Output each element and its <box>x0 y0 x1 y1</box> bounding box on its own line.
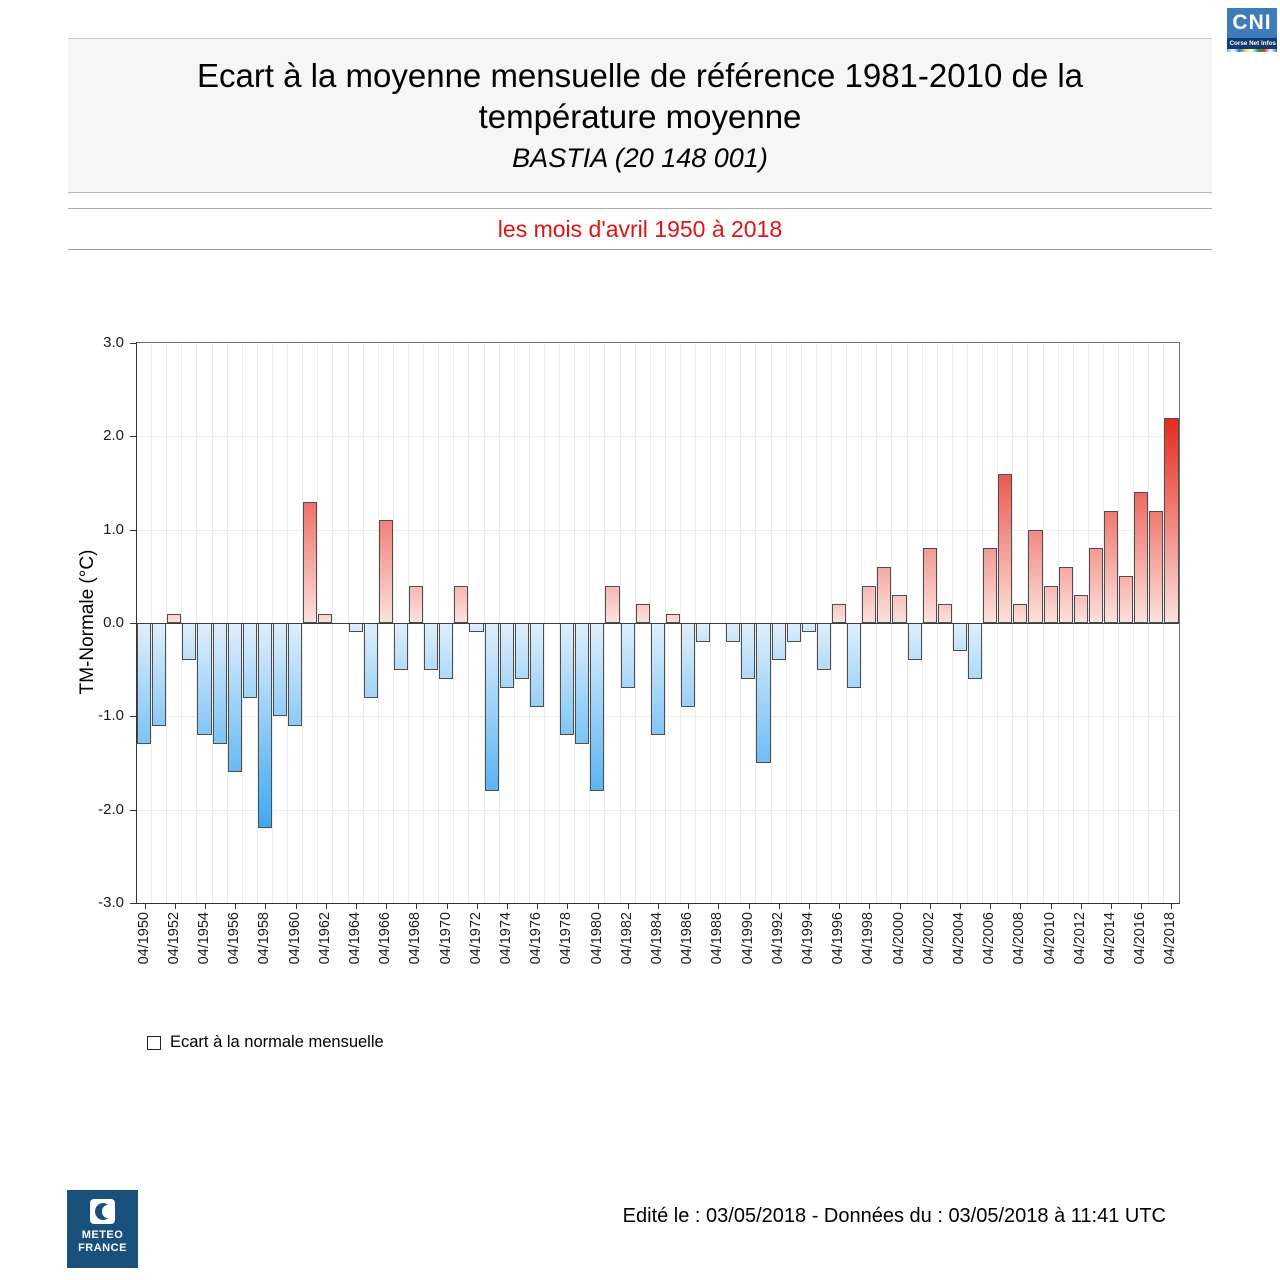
bar-2006 <box>983 548 997 623</box>
bar-2000 <box>892 595 906 623</box>
x-tick-04/2016 <box>1141 904 1142 909</box>
bar-2001 <box>908 623 922 660</box>
x-tick-04/1966 <box>386 904 387 909</box>
bar-1975 <box>515 623 529 679</box>
bar-2016 <box>1134 492 1148 623</box>
y-axis-title: TM-Normale (°C) <box>77 549 98 695</box>
bar-2013 <box>1089 548 1103 623</box>
bar-1962 <box>318 614 332 623</box>
bar-1951 <box>152 623 166 726</box>
bar-1969 <box>424 623 438 670</box>
x-tick-label-04/1982: 04/1982 <box>618 912 635 965</box>
x-tick-label-04/1972: 04/1972 <box>467 912 484 965</box>
chart-title: Ecart à la moyenne mensuelle de référence 1981-2010 de la température moyenne <box>196 57 1084 135</box>
x-tick-label-04/1954: 04/1954 <box>195 912 212 965</box>
y-tick-label--3.0: -3.0 <box>98 894 124 911</box>
bar-1998 <box>862 586 876 623</box>
y-tick-1.0 <box>130 530 136 531</box>
x-tick-04/2018 <box>1171 904 1172 909</box>
bar-2014 <box>1104 511 1118 623</box>
bar-1993 <box>787 623 801 642</box>
x-tick-label-04/1984: 04/1984 <box>649 912 665 965</box>
bar-1989 <box>726 623 740 642</box>
x-tick-04/1990 <box>749 904 750 909</box>
bar-1960 <box>288 623 302 726</box>
cni-logo-subtext: Corse Net Infos <box>1229 40 1277 47</box>
x-tick-label-04/1990: 04/1990 <box>739 912 756 965</box>
x-tick-label-04/2002: 04/2002 <box>920 912 937 965</box>
x-tick-label-04/1950: 04/1950 <box>135 912 152 965</box>
bar-1982 <box>621 623 635 688</box>
bar-2002 <box>923 548 937 623</box>
x-tick-label-04/1962: 04/1962 <box>316 912 333 965</box>
bar-1983 <box>636 604 650 623</box>
x-tick-04/1960 <box>296 904 297 909</box>
meteo-france-logo-line2: FRANCE <box>78 1242 127 1254</box>
x-tick-label-04/2006: 04/2006 <box>981 912 998 965</box>
bar-1992 <box>772 623 786 660</box>
x-tick-04/1978 <box>567 904 568 909</box>
bar-1957 <box>243 623 257 698</box>
x-tick-label-04/1976: 04/1976 <box>528 912 545 965</box>
x-tick-04/1980 <box>598 904 599 909</box>
x-tick-label-04/2018: 04/2018 <box>1162 912 1179 965</box>
y-tick-label-3.0: 3.0 <box>103 334 124 351</box>
bar-1967 <box>394 623 408 670</box>
x-tick-04/1974 <box>507 904 508 909</box>
bar-1973 <box>485 623 499 791</box>
bar-1984 <box>651 623 665 735</box>
x-tick-04/1984 <box>658 904 659 909</box>
bar-1961 <box>303 502 317 623</box>
bar-2003 <box>938 604 952 623</box>
bar-2017 <box>1149 511 1163 623</box>
bar-1978 <box>560 623 574 735</box>
x-tick-label-04/1988: 04/1988 <box>709 912 726 965</box>
x-tick-label-04/1986: 04/1986 <box>679 912 696 965</box>
x-tick-label-04/2016: 04/2016 <box>1132 912 1149 965</box>
edition-timestamp: Edité le : 03/05/2018 - Données du : 03/05/2018 à 11:41 UTC <box>622 1205 1166 1227</box>
bar-2005 <box>968 623 982 679</box>
x-tick-04/1968 <box>416 904 417 909</box>
x-tick-04/2000 <box>900 904 901 909</box>
bar-1974 <box>500 623 514 688</box>
bar-1981 <box>605 586 619 623</box>
bar-1986 <box>681 623 695 707</box>
x-tick-04/2008 <box>1020 904 1021 909</box>
bar-1997 <box>847 623 861 688</box>
x-tick-label-04/1970: 04/1970 <box>437 912 454 965</box>
period-banner-text: les mois d'avril 1950 à 2018 <box>497 216 783 242</box>
bar-1950 <box>137 623 151 744</box>
bar-1976 <box>530 623 544 707</box>
x-tick-label-04/1964: 04/1964 <box>346 912 363 965</box>
x-tick-label-04/1958: 04/1958 <box>256 912 273 965</box>
x-tick-label-04/1956: 04/1956 <box>226 912 243 965</box>
x-tick-label-04/1968: 04/1968 <box>407 912 424 965</box>
legend-label: Ecart à la normale mensuelle <box>170 1033 384 1051</box>
bar-1966 <box>379 520 393 623</box>
bar-1959 <box>273 623 287 716</box>
bar-1987 <box>696 623 710 642</box>
y-tick--3.0 <box>130 903 136 904</box>
bar-1971 <box>454 586 468 623</box>
x-tick-04/2004 <box>960 904 961 909</box>
bar-1953 <box>182 623 196 660</box>
y-tick-2.0 <box>130 436 136 437</box>
y-tick--2.0 <box>130 810 136 811</box>
legend <box>147 1033 384 1052</box>
x-tick-label-04/1996: 04/1996 <box>830 912 847 965</box>
x-tick-04/1950 <box>145 904 146 909</box>
meteo-france-logo <box>67 1190 138 1268</box>
x-tick-label-04/2000: 04/2000 <box>890 912 907 965</box>
cni-logo-top <box>1227 8 1277 38</box>
bar-1985 <box>666 614 680 623</box>
bar-2015 <box>1119 576 1133 623</box>
bar-1996 <box>832 604 846 623</box>
x-tick-04/1952 <box>175 904 176 909</box>
x-tick-04/1954 <box>205 904 206 909</box>
x-tick-04/1972 <box>477 904 478 909</box>
bar-1955 <box>213 623 227 744</box>
bar-1972 <box>469 623 483 632</box>
bar-2010 <box>1044 586 1058 623</box>
x-tick-label-04/2004: 04/2004 <box>951 912 968 965</box>
x-tick-04/2010 <box>1051 904 1052 909</box>
x-tick-04/2002 <box>930 904 931 909</box>
y-tick-label-2.0: 2.0 <box>103 427 124 445</box>
x-tick-04/1998 <box>869 904 870 909</box>
y-tick-3.0 <box>130 343 136 344</box>
cni-logo <box>1227 8 1277 55</box>
cni-logo-rainbow-bar <box>1227 49 1277 52</box>
bar-1952 <box>167 614 181 623</box>
x-tick-label-04/1992: 04/1992 <box>769 912 786 965</box>
bar-1980 <box>590 623 604 791</box>
cni-logo-text: CNI <box>1232 11 1272 34</box>
period-banner <box>68 208 1212 250</box>
bar-1965 <box>364 623 378 698</box>
x-tick-label-04/1980: 04/1980 <box>588 912 605 965</box>
x-tick-04/2014 <box>1111 904 1112 909</box>
meteo-france-logo-line1: METEO <box>81 1229 124 1241</box>
x-tick-04/1964 <box>356 904 357 909</box>
x-tick-04/2006 <box>990 904 991 909</box>
bar-1994 <box>802 623 816 632</box>
station-subtitle: BASTIA (20 148 001) <box>512 143 768 173</box>
x-tick-label-04/1960: 04/1960 <box>286 912 303 965</box>
x-tick-label-04/1952: 04/1952 <box>165 912 182 965</box>
x-tick-04/1962 <box>326 904 327 909</box>
x-tick-04/1996 <box>839 904 840 909</box>
bar-1956 <box>228 623 242 772</box>
y-tick-0.0 <box>130 623 136 624</box>
bar-2011 <box>1059 567 1073 623</box>
bar-1990 <box>741 623 755 679</box>
y-tick-label-1.0: 1.0 <box>103 520 124 538</box>
x-tick-04/2012 <box>1081 904 1082 909</box>
bar-2008 <box>1013 604 1027 623</box>
x-tick-04/1992 <box>779 904 780 909</box>
bar-1954 <box>197 623 211 735</box>
y-tick-label--2.0: -2.0 <box>98 800 124 818</box>
plot-right-border <box>1179 342 1180 904</box>
bar-2009 <box>1028 530 1042 623</box>
zero-line <box>137 623 1179 624</box>
x-tick-label-04/2010: 04/2010 <box>1041 912 1058 965</box>
title-box <box>68 38 1212 193</box>
legend-swatch <box>147 1036 161 1050</box>
x-tick-label-04/1978: 04/1978 <box>558 912 575 965</box>
bar-2004 <box>953 623 967 651</box>
bar-1979 <box>575 623 589 744</box>
x-tick-04/1986 <box>688 904 689 909</box>
y-tick-label--1.0: -1.0 <box>98 707 124 725</box>
bar-2012 <box>1074 595 1088 623</box>
x-tick-label-04/2014: 04/2014 <box>1102 912 1119 965</box>
x-tick-04/1988 <box>718 904 719 909</box>
y-tick-label-0.0: 0.0 <box>103 614 124 631</box>
bar-1964 <box>349 623 363 632</box>
x-tick-04/1976 <box>537 904 538 909</box>
x-tick-label-04/2012: 04/2012 <box>1071 912 1088 965</box>
bar-2007 <box>998 474 1012 623</box>
x-tick-label-04/1974: 04/1974 <box>497 912 514 965</box>
bar-1995 <box>817 623 831 670</box>
y-tick--1.0 <box>130 716 136 717</box>
bar-1958 <box>258 623 272 828</box>
bar-1970 <box>439 623 453 679</box>
x-tick-04/1956 <box>235 904 236 909</box>
x-tick-04/1958 <box>265 904 266 909</box>
x-tick-label-04/1998: 04/1998 <box>860 912 877 965</box>
meteo-france-icon <box>90 1199 115 1224</box>
x-tick-04/1970 <box>447 904 448 909</box>
bar-2018 <box>1164 418 1178 623</box>
x-tick-label-04/1966: 04/1966 <box>377 912 394 965</box>
x-tick-04/1982 <box>628 904 629 909</box>
cni-logo-strip <box>1227 38 1277 49</box>
bar-1999 <box>877 567 891 623</box>
x-tick-label-04/2008: 04/2008 <box>1011 912 1028 965</box>
bar-1968 <box>409 586 423 623</box>
x-tick-04/1994 <box>809 904 810 909</box>
x-tick-label-04/1994: 04/1994 <box>800 912 816 965</box>
bar-1991 <box>756 623 770 763</box>
